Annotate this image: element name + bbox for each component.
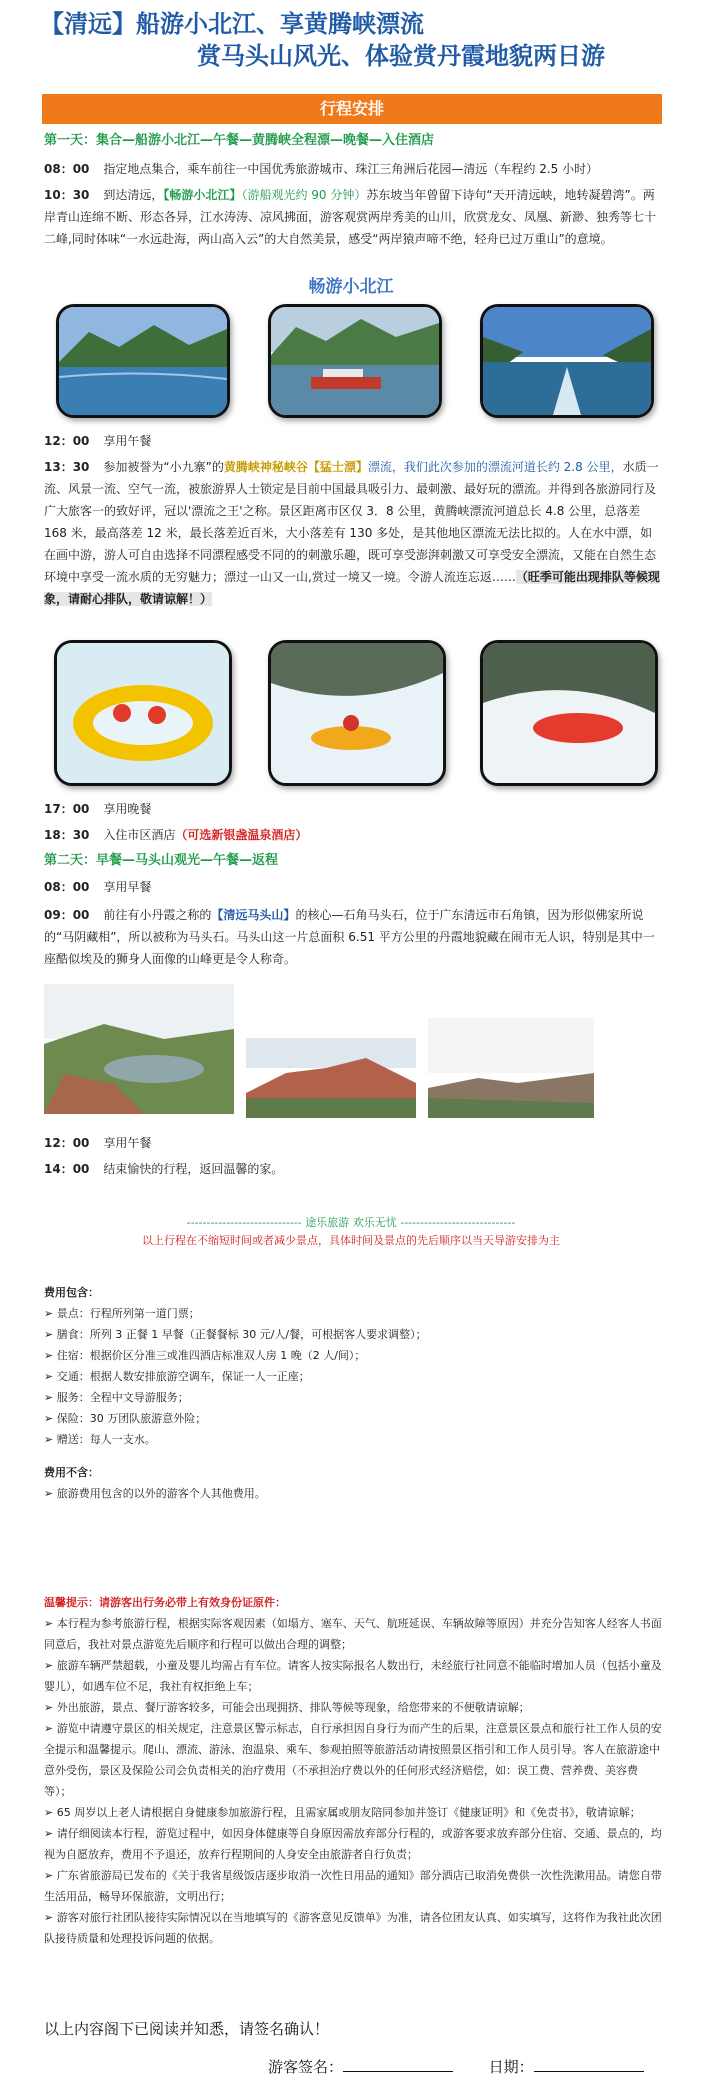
river-photo-3 (480, 304, 654, 418)
event-text: 苏东坡当年曾留下诗句“天开清远峡，地转凝碧湾”。两岸青山连绵不断、形态各异，江水涛涛、凉风拂面，游客观赏两岸秀美的山川，欣赏龙女、凤凰、新渺、独秀等七十二峰,同时体味“一水远赴海，两山高入云”的大自然美景，感受“两岸猿声啼不绝，轻舟已过万重山”的意境。 (44, 188, 657, 246)
day1-title: 第一天：集合—船游小北江—午餐—黄腾峡全程漂—晚餐—入住酒店 (44, 133, 435, 148)
event-time: 08：00 (44, 162, 90, 176)
river-photo-2 (268, 304, 442, 418)
fee-include-item: ➢ 服务：全程中文导游服务； (44, 1387, 664, 1408)
schedule-note: 以上行程在不缩短时间或者减少景点，具体时间及景点的先后顺序以当天导游安排为主 (142, 1234, 560, 1247)
day1-event-1330 (44, 456, 662, 610)
queue-notice: （旺季可能出现排队等候现象，请耐心排队，敬请谅解！） (44, 570, 660, 606)
day2-event-1400 (44, 1158, 662, 1180)
date-field[interactable] (534, 2057, 644, 2072)
fee-include-item: ➢ 景点：行程所列第一道门票； (44, 1303, 664, 1324)
rafting-length: 漂流，我们此次参加的漂流河道长约 2.8 公里， (367, 460, 623, 474)
tips-title: 温馨提示：请游客出行务必带上有效身份证原件： (44, 1596, 286, 1609)
event-text: 享用午餐 (103, 1136, 152, 1150)
signature-label: 游客签名： (268, 2058, 344, 2076)
tip-item: ➢ 游览中请遵守景区的相关规定，注意景区警示标志，自行承担因自身行为而产生的后果，注意景区景点和旅行社工作人员的安全提示和温馨提示。爬山、漂流、游泳、泡温泉、乘车、参观拍照等旅游活动请按照景区指引和工作人员引导。客人在旅游途中意外受伤，景区及保险公司会负责相关的治疗费用（不承担治疗费以外的任何形式经济赔偿，如：误工费、营养费、美容费等）； (44, 1718, 664, 1802)
tip-item: ➢ 外出旅游，景点、餐厅游客较多，可能会出现拥挤、排队等候等现象，给您带来的不便敬请谅解； (44, 1697, 664, 1718)
day2-event-1200 (44, 1132, 662, 1154)
fee-include-item: ➢ 赠送：每人一支水。 (44, 1429, 664, 1450)
photo-caption: 畅游小北江 (308, 277, 394, 297)
rafting-photo-1 (54, 640, 232, 786)
rafting-description: 水质一流、风景一流、空气一流，被旅游界人士锁定是目前中国最具吸引力、最刺激、最好玩的漂流。并得到各旅游同行及广大旅客一的致好评，冠以'漂流之王'之称。景区距离市区仅 3．8 公里，黄腾峡漂流河道总长 4.8 公里，总落差 168 米，最高落差 12 米，最长落差近百米，大小落差有 130 多处，是其他地区漂流无法比拟的。人在水中漂，如在画中游，游人可自由选择不同漂程感受不同的的刺激乐趣，既可享受澎湃刺激又可享受安全漂流，又能在自然生态环境中享受一流水质的无穷魅力；漂过一山又一山,赏过一境又一境。令游人流连忘返…… (44, 460, 659, 584)
attraction-name: 【畅游小北江】 (163, 188, 242, 202)
event-time: 12：00 (44, 434, 90, 448)
confirm-text: 以上内容阁下已阅读并知悉，请签名确认！ (44, 2020, 330, 2038)
fees-section (44, 1282, 664, 1504)
event-time: 10：30 (44, 188, 90, 202)
page-title (0, 8, 702, 72)
mountain-photo-2 (246, 1038, 416, 1118)
title-line-1: 【清远】船游小北江、享黄腾峡漂流 (40, 10, 424, 38)
event-text: 的核心—石角马头石，位于广东清远市石角镇，因为形似佛家所说的“马阴藏相”，所以被称为马头石。马头山这一片总面积 6.51 平方公里的丹霞地貌藏在闹市无人识，特别是其中一座酷似埃及的狮身人面像的山峰更是令人称奇。 (44, 908, 655, 966)
fees-include-title: 费用包含： (44, 1286, 99, 1299)
day1-event-1700 (44, 798, 662, 820)
event-time: 18：30 (44, 828, 90, 842)
day1-event-0800 (44, 158, 662, 180)
fee-include-item: ➢ 住宿：根据价区分准三或准四酒店标准双人房 1 晚（2 人/间）； (44, 1345, 664, 1366)
mountain-photo-3 (428, 1018, 594, 1118)
event-time: 13：30 (44, 460, 90, 474)
event-text: 前往有小丹霞之称的 (103, 908, 212, 922)
rafting-attraction: 黄腾峡神秘峡谷【猛士漂】 (223, 460, 368, 474)
fee-exclude-item: ➢ 旅游费用包含的以外的游客个人其他费用。 (44, 1483, 664, 1504)
day2-event-0900 (44, 904, 662, 970)
event-text: 享用午餐 (103, 434, 152, 448)
river-photo-1 (56, 304, 230, 418)
event-time: 17：00 (44, 802, 90, 816)
tip-item: ➢ 旅游车辆严禁超载，小童及婴儿均需占有车位。请客人按实际报名人数出行，未经旅行社同意不能临时增加人员（包括小童及婴儿），如遇车位不足，我社有权拒绝上车； (44, 1655, 664, 1697)
event-text: 享用早餐 (103, 880, 152, 894)
event-text: 结束愉快的行程，返回温馨的家。 (103, 1162, 284, 1176)
tip-item: ➢ 请仔细阅读本行程，游览过程中，如因身体健康等自身原因需放弃部分行程的，或游客要求放弃部分住宿、交通、景点的，均视为自愿放弃，费用不予退还，放弃行程期间的人身安全由旅游者自行负责； (44, 1823, 664, 1865)
day1-event-1830 (44, 824, 662, 846)
hotel-option: （可选新银盏温泉酒店） (175, 828, 308, 842)
event-text: 享用晚餐 (103, 802, 152, 816)
mountain-photo-1 (44, 984, 234, 1114)
event-time: 12：00 (44, 1136, 90, 1150)
day1-event-1030 (44, 184, 662, 250)
fee-include-item: ➢ 保险：30 万团队旅游意外险； (44, 1408, 664, 1429)
tips-section (44, 1592, 664, 1949)
day2-title: 第二天：早餐—马头山观光—午餐—返程 (44, 853, 279, 868)
date-label: 日期： (488, 2058, 534, 2076)
rafting-photo-3 (480, 640, 658, 786)
brand-divider: ----------------------------- 途乐旅游 欢乐无忧 ----------------------------- (186, 1216, 516, 1229)
tip-item: ➢ 本行程为参考旅游行程，根据实际客观因素（如塌方、塞车、天气、航班延误、车辆故障等原因）并充分告知客人经客人书面同意后，我社对景点游览先后顺序和行程可以做出合理的调整； (44, 1613, 664, 1655)
tip-item: ➢ 游客对旅行社团队接待实际情况以在当地填写的《游客意见反馈单》为准，请各位团友认真、如实填写，这将作为我社此次团队接待质量和处理投诉问题的依据。 (44, 1907, 664, 1949)
cruise-duration: （游船观光约 90 分钟） (241, 188, 367, 202)
day1-event-1200 (44, 430, 662, 452)
event-text: 指定地点集合，乘车前往一中国优秀旅游城市、珠江三角洲后花园—清远（车程约 2.5 小时） (103, 162, 599, 176)
event-text: 入住市区酒店 (103, 828, 176, 842)
signature-row (268, 2056, 644, 2077)
signature-field[interactable] (343, 2057, 453, 2072)
river-photo-row (44, 300, 662, 420)
event-text: 参加被誉为“小九寨”的 (103, 460, 224, 474)
attraction-name: 【清远马头山】 (211, 908, 296, 922)
rafting-photo-2 (268, 640, 446, 786)
rafting-photo-row (44, 640, 662, 790)
tip-item: ➢ 65 周岁以上老人请根据自身健康参加旅游行程，且需家属或朋友陪同参加并签订《健康证明》和《免责书》，敬请谅解； (44, 1802, 664, 1823)
event-text: 到达清远， (103, 188, 164, 202)
tip-item: ➢ 广东省旅游局已发布的《关于我省星级饭店逐步取消一次性日用品的通知》部分酒店已取消免费供一次性洗漱用品。请您自带生活用品，畅导环保旅游，文明出行； (44, 1865, 664, 1907)
fee-include-item: ➢ 交通：根据人数安排旅游空调车，保证一人一正座； (44, 1366, 664, 1387)
fees-exclude-title: 费用不含： (44, 1466, 99, 1479)
event-time: 08：00 (44, 880, 90, 894)
event-time: 09：00 (44, 908, 90, 922)
title-line-2: 赏马头山风光、体验赏丹霞地貌两日游 (197, 42, 605, 70)
schedule-section-bar: 行程安排 (42, 94, 662, 124)
day2-event-0800 (44, 876, 662, 898)
fee-include-item: ➢ 膳食：所列 3 正餐 1 早餐（正餐餐标 30 元/人/餐，可根据客人要求调整）； (44, 1324, 664, 1345)
event-time: 14：00 (44, 1162, 90, 1176)
